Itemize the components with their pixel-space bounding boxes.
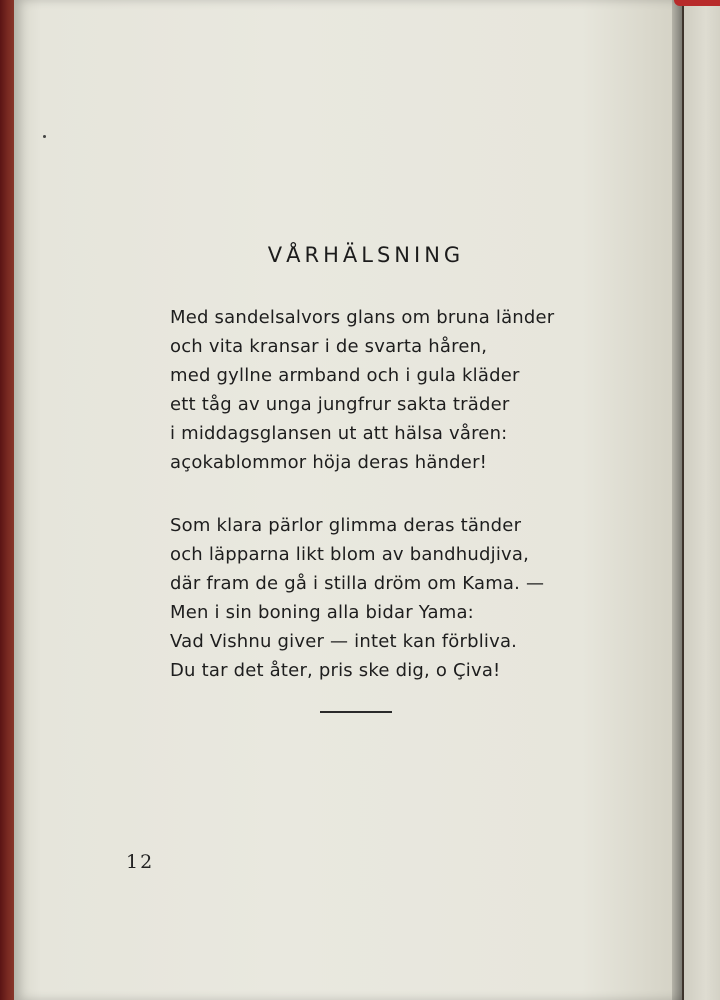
poem-title: VÅRHÄLSNING [267,243,465,267]
stanza-1 [170,303,600,477]
end-rule-divider [320,711,392,713]
poem-line: Vad Vishnu giver — intet kan förbliva. [170,631,518,652]
poem-line: med gyllne armband och i gula kläder [170,365,520,386]
poem-line: där fram de gå i stilla dröm om Kama. — [170,573,545,594]
poem-line: Du tar det åter, pris ske dig, o Çiva! [170,660,501,681]
next-page-edge [684,0,720,1000]
poem-line: Med sandelsalvors glans om bruna länder [170,307,555,328]
red-bookmark-corner [674,0,720,6]
gutter-shadow [672,0,684,1000]
poem-line: och läpparna likt blom av bandhudjiva, [170,544,530,565]
poem-line: açokablommor höja deras händer! [170,452,488,473]
stanza-2 [170,511,600,685]
poem-line: ett tåg av unga jungfrur sakta träder [170,394,510,415]
poem-line: Som klara pärlor glimma deras tänder [170,515,522,536]
poem-line: och vita kransar i de svarta håren, [170,336,488,357]
poem-line: i middagsglansen ut att hälsa våren: [170,423,508,444]
book-page [14,0,682,1000]
poem-line: Men i sin boning alla bidar Yama: [170,602,474,623]
page-number: 12 [126,851,155,873]
paper-speck [43,135,46,138]
